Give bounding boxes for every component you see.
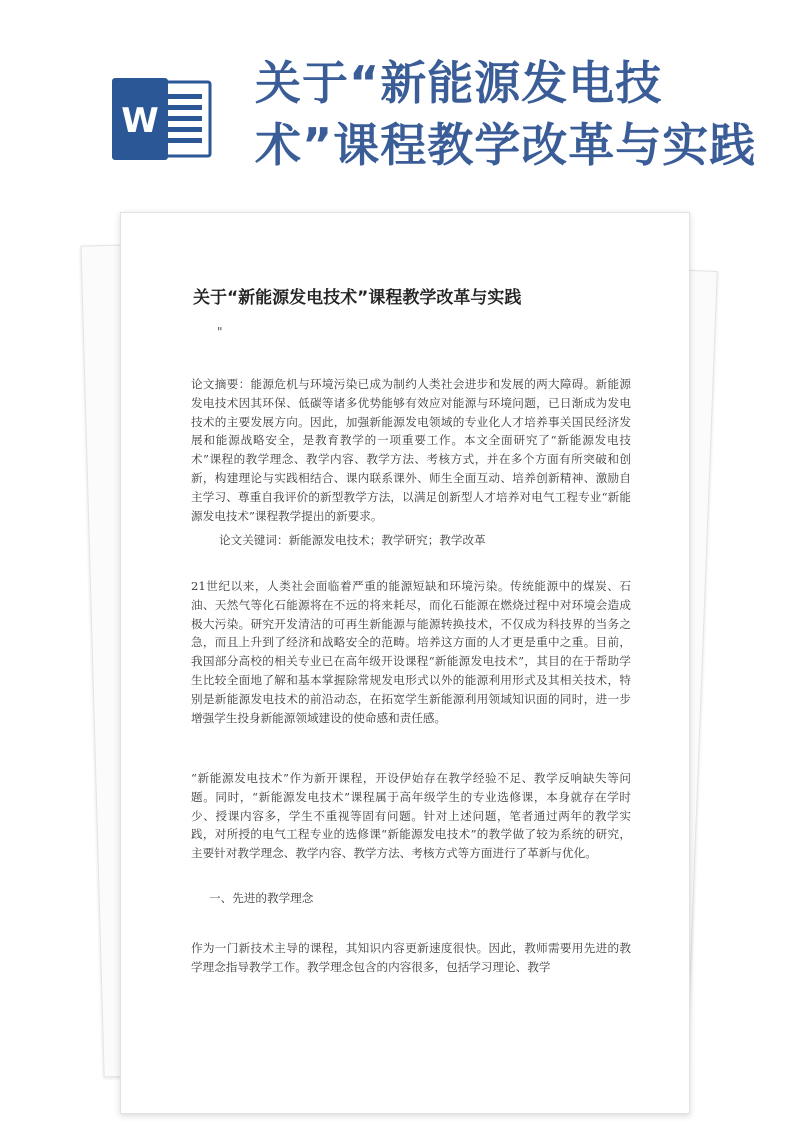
quote-mark: " xyxy=(217,325,223,339)
svg-text:W: W xyxy=(121,101,159,141)
body-paragraph: 作为一门新技术主导的课程，其知识内容更新速度很快。因此，教师需要用先进的教学理念指导教学工作。教学理念包含的内容很多，包括学习理论、教学 xyxy=(191,941,631,974)
keywords-line: 论文关键词：新能源发电技术；教学研究；教学改革 xyxy=(219,533,486,547)
header-banner xyxy=(0,0,800,200)
body-paragraph: “新能源发电技术”作为新开课程，开设伊始存在教学经验不足、教学反响缺失等问题。同时，“新能源发电技术”课程属于高年级学生的专业选修课，本身就存在学时少、授课内容多，学生不重视等固有问题。针对上述问题，笔者通过两年的教学实践，对所授的电气工程专业的选修课“新能源发电技术”的教学做了较为系统的研究，主要针对教学理念、教学内容、教学方法、考核方式等方面进行了革新与优化。 xyxy=(191,771,631,861)
word-document-icon xyxy=(112,78,214,160)
section-heading: 一、先进的教学理念 xyxy=(209,891,314,905)
document-title: 关于“新能源发电技术”课程教学改革与实践 xyxy=(193,288,522,308)
document-page xyxy=(120,212,690,1114)
abstract-paragraph: 论文摘要：能源危机与环境污染已成为制约人类社会进步和发展的两大障碍。新能源发电技术因其环保、低碳等诸多优势能够有效应对能源与环境问题，已日渐成为发电技术的主要发展方向。因此，加强新能源发电领域的专业化人才培养事关国民经济发展和能源战略安全，是教育教学的一项重要工作。本文全面研究了“新能源发电技术”课程的教学理念、教学内容、教学方法、考核方式，并在多个方面有所突破和创新，构建理论与实践相结合、课内联系课外、师生全面互动、培养创新精神、激励自主学习、尊重自我评价的新型教学方法，以满足创新型人才培养对电气工程专业“新能源发电技术”课程教学提出的新要求。 xyxy=(191,377,631,523)
banner-title: 关于“新能源发电技术”课程教学改革与实践 xyxy=(255,56,757,172)
body-paragraph: 21世纪以来，人类社会面临着严重的能源短缺和环境污染。传统能源中的煤炭、石油、天然气等化石能源将在不远的将来耗尽，而化石能源在燃烧过程中对环境会造成极大污染。研究开发清洁的可再生新能源与能源转换技术，不仅成为科技界的当务之急，而且上升到了经济和战略安全的范畴。培养这方面的人才更是重中之重。目前，我国部分高校的相关专业已在高年级开设课程“新能源发电技术”，其目的在于帮助学生比较全面地了解和基本掌握除常规发电形式以外的能源利用形式及其相关技术，特别是新能源发电技术的前沿动态，在拓宽学生新能源利用领域知识面的同时，进一步增强学生投身新能源领域建设的使命感和责任感。 xyxy=(191,579,631,725)
